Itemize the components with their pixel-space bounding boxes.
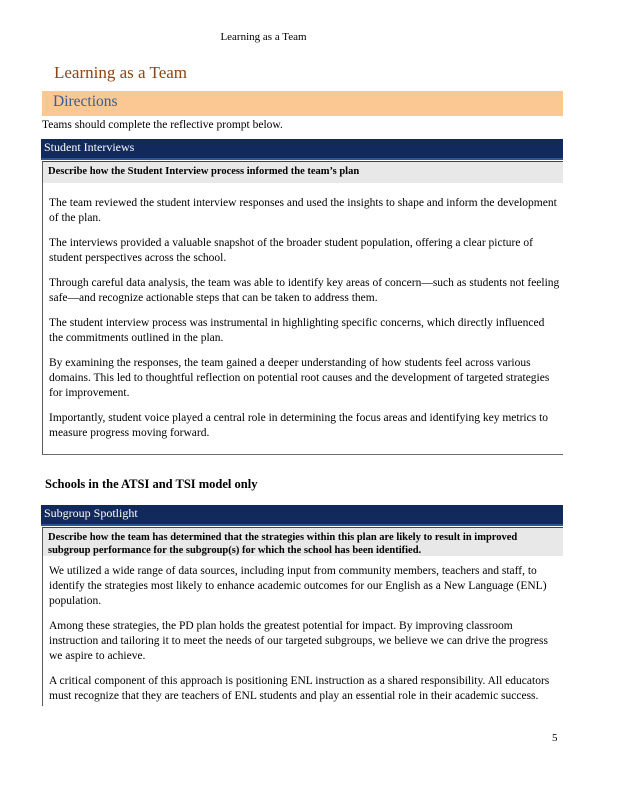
paragraph: We utilized a wide range of data sources, including input from community members, teachers and staff, to identify the strategies most likely to enhance academic outcomes for our English as a New Language (ENL) population.: [49, 565, 547, 607]
paragraph: Among these strategies, the PD plan holds the greatest potential for impact. By improving classroom instruction and tailoring it to meet the needs of our targeted subgroups, we believe we can drive the progress we aspire to achieve.: [49, 620, 548, 662]
paragraph: The student interview process was instrumental in highlighting specific concerns, which directly influenced the commitments outlined in the plan.: [49, 317, 545, 344]
paragraph: A critical component of this approach is positioning ENL instruction as a shared responsibility. All educators must recognize that they are teachers of ENL students and play an essential role in their academic success.: [49, 675, 550, 702]
directions-banner: [42, 91, 563, 116]
prompt-bar-student-interviews: [42, 161, 563, 183]
paragraph: Through careful data analysis, the team was able to identify key areas of concern—such as students not feeling safe—and recognize actionable steps that can be taken to address them.: [49, 277, 560, 304]
section-header-bar-student-interviews: [41, 139, 563, 160]
prompt-bar-subgroup-spotlight: [42, 527, 563, 556]
paragraph: Importantly, student voice played a central role in determining the focus areas and identifying key metrics to measure progress moving forward.: [49, 412, 549, 439]
prompt-text: Describe how the team has determined that the strategies within this plan are likely to result in improved subgroup performance for the subgroup(s) for which the school has been identified.: [48, 532, 518, 556]
prompt-text: Describe how the Student Interview process informed the team’s plan: [48, 166, 360, 177]
page-number: 5: [552, 732, 558, 744]
paragraph: By examining the responses, the team gained a deeper understanding of how students feel across various domains. This led to thoughtful reflection on potential root causes and the development of targeted strategies for improvement.: [49, 357, 550, 399]
paragraph: The team reviewed the student interview responses and used the insights to shape and inform the development of the plan.: [49, 197, 557, 224]
paragraph: The interviews provided a valuable snapshot of the broader student population, offering a clear picture of student perspectives across the school.: [49, 237, 533, 264]
section-header-label: Subgroup Spotlight: [44, 506, 138, 520]
response-area-subgroup-spotlight[interactable]: [42, 556, 563, 706]
response-area-student-interviews[interactable]: [42, 183, 563, 455]
running-header: Learning as a Team: [220, 31, 307, 43]
section-header-bar-subgroup-spotlight: [41, 505, 563, 526]
document-title: Learning as a Team: [54, 63, 188, 82]
directions-instruction: Teams should complete the reflective prompt below.: [42, 119, 283, 131]
section-header-label: Student Interviews: [44, 140, 135, 154]
directions-label: Directions: [53, 93, 118, 110]
atsi-tsi-note: Schools in the ATSI and TSI model only: [45, 477, 258, 491]
